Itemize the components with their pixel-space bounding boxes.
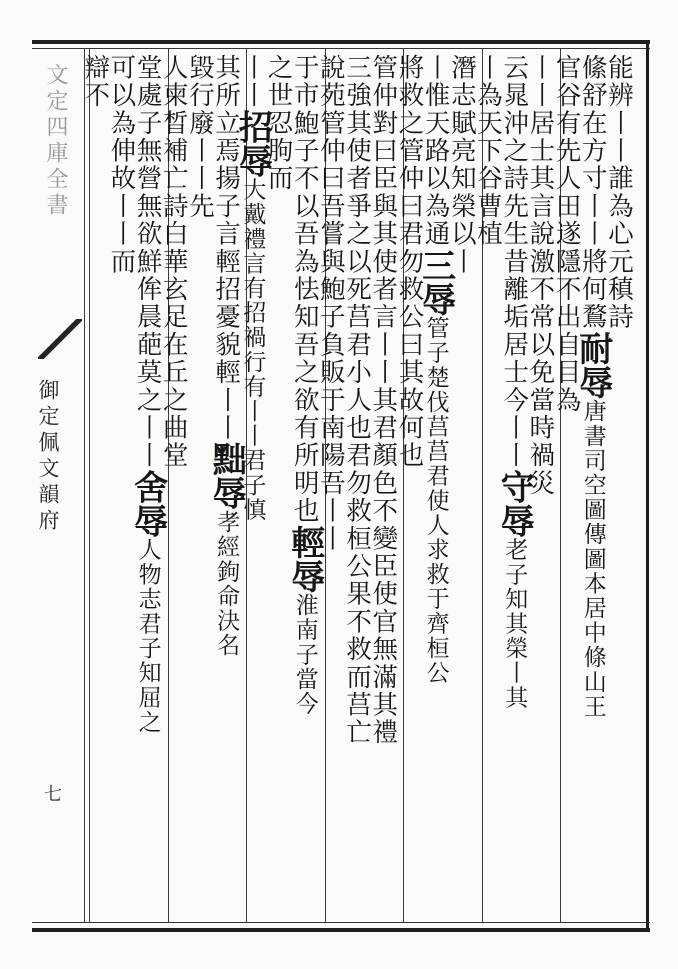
column-text: 人物志君子知屈之 xyxy=(134,537,161,735)
column-text: 丨丨居士其言說激不常以免當時禍災 xyxy=(525,54,556,498)
column-text: 潛志賦亮知榮以丨 xyxy=(446,54,477,276)
entry-headword: 三辱 xyxy=(415,247,456,316)
column-text: 其所立焉揚子言輕招憂貌輕丨丨 xyxy=(211,54,242,442)
column-text: 于市鮑子不以吾為怯知吾之欲有所明也 xyxy=(289,54,320,525)
text-column xyxy=(525,54,561,920)
text-column xyxy=(80,54,116,920)
entry-headword: 耐辱 xyxy=(572,331,613,399)
column-text: 人柬晳補亡詩白華玄足在丘之曲堂 xyxy=(158,54,189,470)
text-column xyxy=(572,54,614,920)
text-column xyxy=(127,54,168,920)
page-margin xyxy=(32,49,85,922)
column-text: 毀行廢丨丨先 xyxy=(184,54,215,221)
text-column xyxy=(315,54,352,920)
entry-headword: 守辱 xyxy=(494,469,535,538)
column-text: 能辨丨丨誰為心元稹詩 xyxy=(603,54,634,331)
column-text: 官谷有先人田遂隱不出自目為 xyxy=(551,54,582,415)
column-text: 老子知其榮丨其 xyxy=(501,537,528,710)
fishtail-mark-icon xyxy=(38,319,82,359)
text-column xyxy=(494,54,535,920)
column-text: 說苑管仲曰吾嘗與鮑子負販于南陽吾丨丨 xyxy=(315,54,346,553)
text-column xyxy=(342,54,378,920)
column-text: 將救之管仲曰君勿救公曰其故何也 xyxy=(394,54,425,470)
column-text: 淮南子當今 xyxy=(291,592,318,716)
entry-headword: 舍辱 xyxy=(127,469,168,538)
column-text: 云晁沖之詩先生昔離垢居士今丨丨 xyxy=(499,54,530,470)
text-column xyxy=(551,54,587,920)
column-text: 三強其使者爭之以死莒君小人也君勿救桓公果不救而莒亡 xyxy=(342,54,373,747)
entry-headword: 招辱 xyxy=(232,109,273,178)
text-column xyxy=(232,54,273,920)
margin-book-title: 御定佩文韻府 xyxy=(36,379,60,535)
column-text: 管仲對曰臣與其使者言丨丨其君顏色不變臣使官無滿其禮 xyxy=(368,54,399,747)
frame-bottom-inner-rule xyxy=(32,922,650,923)
text-column xyxy=(184,54,221,920)
column-text: 丨丨 xyxy=(237,54,268,110)
column-text: 孝經鉤命決名 xyxy=(213,509,240,658)
text-column xyxy=(206,54,247,920)
column-text: 絛舒在方寸丨丨將何鶩 xyxy=(577,54,608,331)
text-column xyxy=(415,54,456,920)
column-text: 堂處子無營無欲鮮侔晨葩莫之丨丨 xyxy=(132,54,163,470)
column-text: 大戴禮言有招禍行有丨丨君子慎 xyxy=(239,177,266,522)
text-column xyxy=(263,54,299,920)
column-text: 辯不 xyxy=(80,54,111,110)
entry-headword: 輕辱 xyxy=(284,524,325,593)
text-column xyxy=(603,54,640,920)
text-column xyxy=(446,54,483,920)
column-text: 丨為天下谷曹植 xyxy=(473,54,504,248)
column-text: 可以為伸故丨丨而 xyxy=(106,54,137,276)
text-column xyxy=(394,54,430,920)
margin-collection-title: 文定四庫全書 xyxy=(43,63,68,219)
frame-right-rule xyxy=(646,40,649,932)
column-text: 唐書司空圖傳圖本居中條山王 xyxy=(579,399,606,719)
column-text: 管子楚伐莒莒君使人求救于齊桓公 xyxy=(422,315,449,685)
frame-top-rule xyxy=(32,40,650,44)
frame-top-inner-rule xyxy=(32,48,650,49)
margin-page-number: 七 xyxy=(41,784,62,804)
frame-bottom-rule xyxy=(32,928,650,932)
text-column xyxy=(284,54,326,920)
text-column xyxy=(106,54,142,920)
column-text: 之世忍朐而 xyxy=(263,54,294,193)
entry-headword: 黜辱 xyxy=(206,441,247,510)
column-text: 丨惟天路以為通 xyxy=(420,54,451,248)
text-column xyxy=(473,54,509,920)
text-column xyxy=(158,54,195,920)
text-column xyxy=(368,54,404,920)
